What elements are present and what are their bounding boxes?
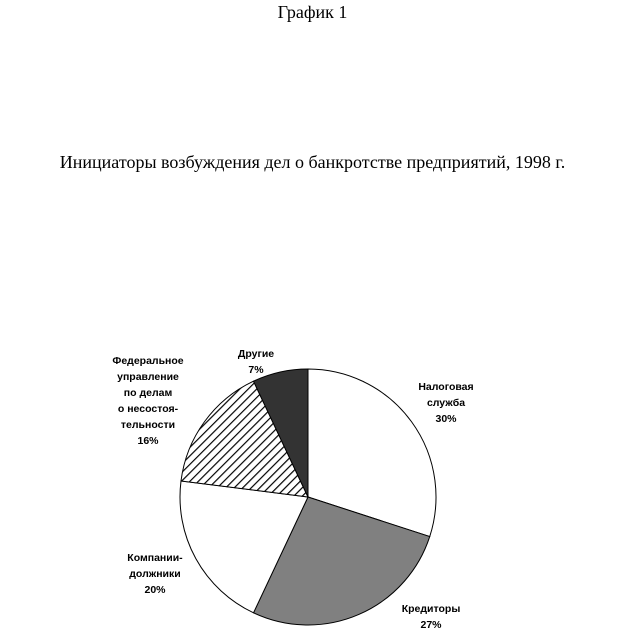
slice-federalnoe-upravlenie-label: Федеральное управление по делам о несостоя-тельности 16% bbox=[112, 355, 184, 447]
figure-heading: График 1 bbox=[277, 2, 348, 22]
slice-drugie-label: Другие 7% bbox=[237, 348, 275, 376]
slice-nalogovaya-sluzhba-label: Налоговая служба 30% bbox=[418, 381, 474, 425]
chart-title: Инициаторы возбуждения дел о банкротстве предприятий, 1998 г. bbox=[59, 152, 566, 172]
slice-kreditory-label: Кредиторы 27% bbox=[401, 603, 461, 631]
slice-kompanii-dolzhniki-label: Компании-должники 20% bbox=[127, 552, 183, 596]
